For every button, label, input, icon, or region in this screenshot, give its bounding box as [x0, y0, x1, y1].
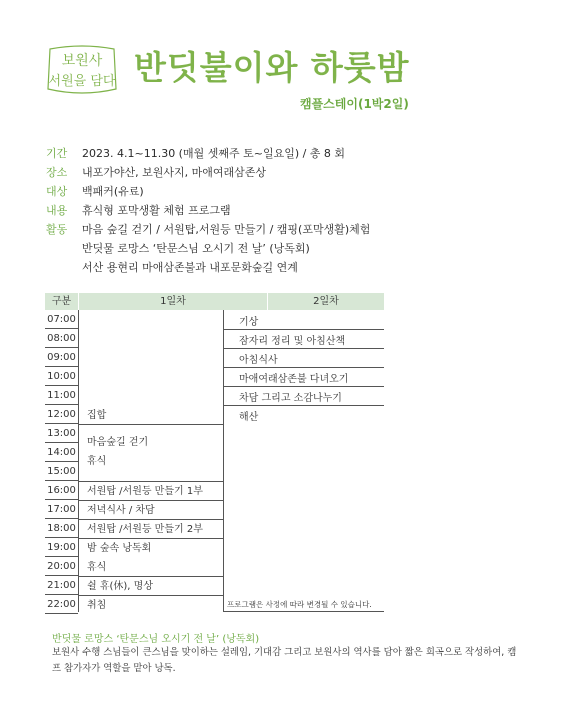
- program-info: [46, 144, 526, 277]
- info-activity: [46, 220, 526, 239]
- day1-dinner: 저녁식사 / 차담: [87, 505, 155, 516]
- row-rule: [223, 611, 384, 612]
- day1-walk: 마음숲길 걷기: [87, 437, 149, 448]
- header-day2: 2일차: [268, 293, 384, 310]
- day1-rest: 휴식: [87, 562, 107, 573]
- day2-tidy: 잠자리 정리 및 아침산책: [239, 336, 346, 347]
- day1-tower-2: 서원탑 /서원등 만들기 2부: [87, 524, 203, 535]
- divider: [223, 310, 224, 612]
- day1-meditation: 쉴 휴(休), 명상: [87, 581, 153, 592]
- page-title: 반딧불이와 하룻밤: [134, 48, 410, 87]
- day1-rest: 휴식: [87, 456, 107, 467]
- time-cell: 18:00: [45, 519, 78, 538]
- time-cell: 09:00: [45, 348, 78, 367]
- page-subtitle: 캠플스테이(1박2일): [300, 97, 409, 111]
- day2-breakfast: 아침식사: [239, 355, 278, 366]
- day1-sleep: 취침: [87, 600, 107, 611]
- time-cell: 13:00: [45, 424, 78, 443]
- time-cell: 08:00: [45, 329, 78, 348]
- row-rule: [78, 519, 223, 520]
- time-cell: 10:00: [45, 367, 78, 386]
- time-cell: 20:00: [45, 557, 78, 576]
- content-value: 휴식형 포막생활 체험 프로그램: [82, 204, 231, 217]
- activity-line: 서산 용현리 마애삼존불과 내포문화숲길 연계: [82, 261, 298, 274]
- divider: [78, 310, 79, 612]
- info-content: [46, 201, 526, 220]
- activity-line: 마음 숲길 걷기 / 서원탑,서원등 만들기 / 캠핑(포막생활)체험: [82, 223, 371, 236]
- day2-dismiss: 해산: [239, 412, 259, 423]
- day2-visit: 마애여래삼존불 다녀오기: [239, 374, 349, 385]
- row-rule: [78, 424, 223, 425]
- info-target: [46, 182, 526, 201]
- schedule-table: [45, 293, 384, 612]
- reading-description: 보원사 수행 스님들이 큰스님을 맞이하는 설레임, 기대감 그리고 보원사의 역사를 담아 짧은 희곡으로 작성하여, 캠프 참가자가 역할을 맡아 낭독.: [52, 647, 517, 674]
- row-rule: [78, 500, 223, 501]
- day1-gather: 집합: [87, 410, 107, 421]
- place-value: 내포가야산, 보원사지, 마애여래삼존상: [82, 166, 267, 179]
- time-cell: 22:00: [45, 595, 78, 614]
- day2-tea: 차담 그리고 소감나누기: [239, 393, 342, 404]
- day1-tower-1: 서원탑 /서원등 만들기 1부: [87, 486, 203, 497]
- day2-wake: 기상: [239, 317, 259, 328]
- period-label: 기간: [46, 147, 68, 160]
- schedule-note: 프로그램은 사정에 따라 변경될 수 있습니다.: [227, 600, 372, 609]
- place-label: 장소: [46, 166, 68, 179]
- row-rule: [78, 576, 223, 577]
- row-rule: [78, 538, 223, 539]
- time-cell: 16:00: [45, 481, 78, 500]
- content-label: 내용: [46, 204, 68, 217]
- header-day1: 1일차: [79, 293, 267, 310]
- header-time: 구분: [45, 293, 78, 310]
- period-value: 2023. 4.1~11.30 (매월 셋째주 토~일요일) / 총 8 회: [82, 147, 346, 160]
- info-period: [46, 144, 526, 163]
- target-value: 백패커(유료): [82, 185, 144, 198]
- logo-text-top: 보원사: [61, 53, 103, 69]
- logo-text-bottom: 서원을 담다: [48, 74, 116, 89]
- activity-label: 활동: [46, 223, 68, 236]
- time-cell: 12:00: [45, 405, 78, 424]
- time-cell: 15:00: [45, 462, 78, 481]
- time-cell: 11:00: [45, 386, 78, 405]
- day1-reading: 밤 숲속 낭독회: [87, 543, 152, 554]
- row-rule: [78, 595, 223, 596]
- time-cell: 07:00: [45, 310, 78, 329]
- time-cell: 19:00: [45, 538, 78, 557]
- row-rule: [78, 481, 223, 482]
- reading-title: 반딧물 로망스 ‘탄문스님 오시기 전 날’ (낭독회): [52, 634, 260, 645]
- temple-logo: [44, 43, 120, 97]
- time-cell: 17:00: [45, 500, 78, 519]
- target-label: 대상: [46, 185, 68, 198]
- activity-line: 반딧물 로망스 ‘탄문스님 오시기 전 날’ (낭독회): [82, 242, 310, 255]
- info-place: [46, 163, 526, 182]
- time-cell: 14:00: [45, 443, 78, 462]
- time-cell: 21:00: [45, 576, 78, 595]
